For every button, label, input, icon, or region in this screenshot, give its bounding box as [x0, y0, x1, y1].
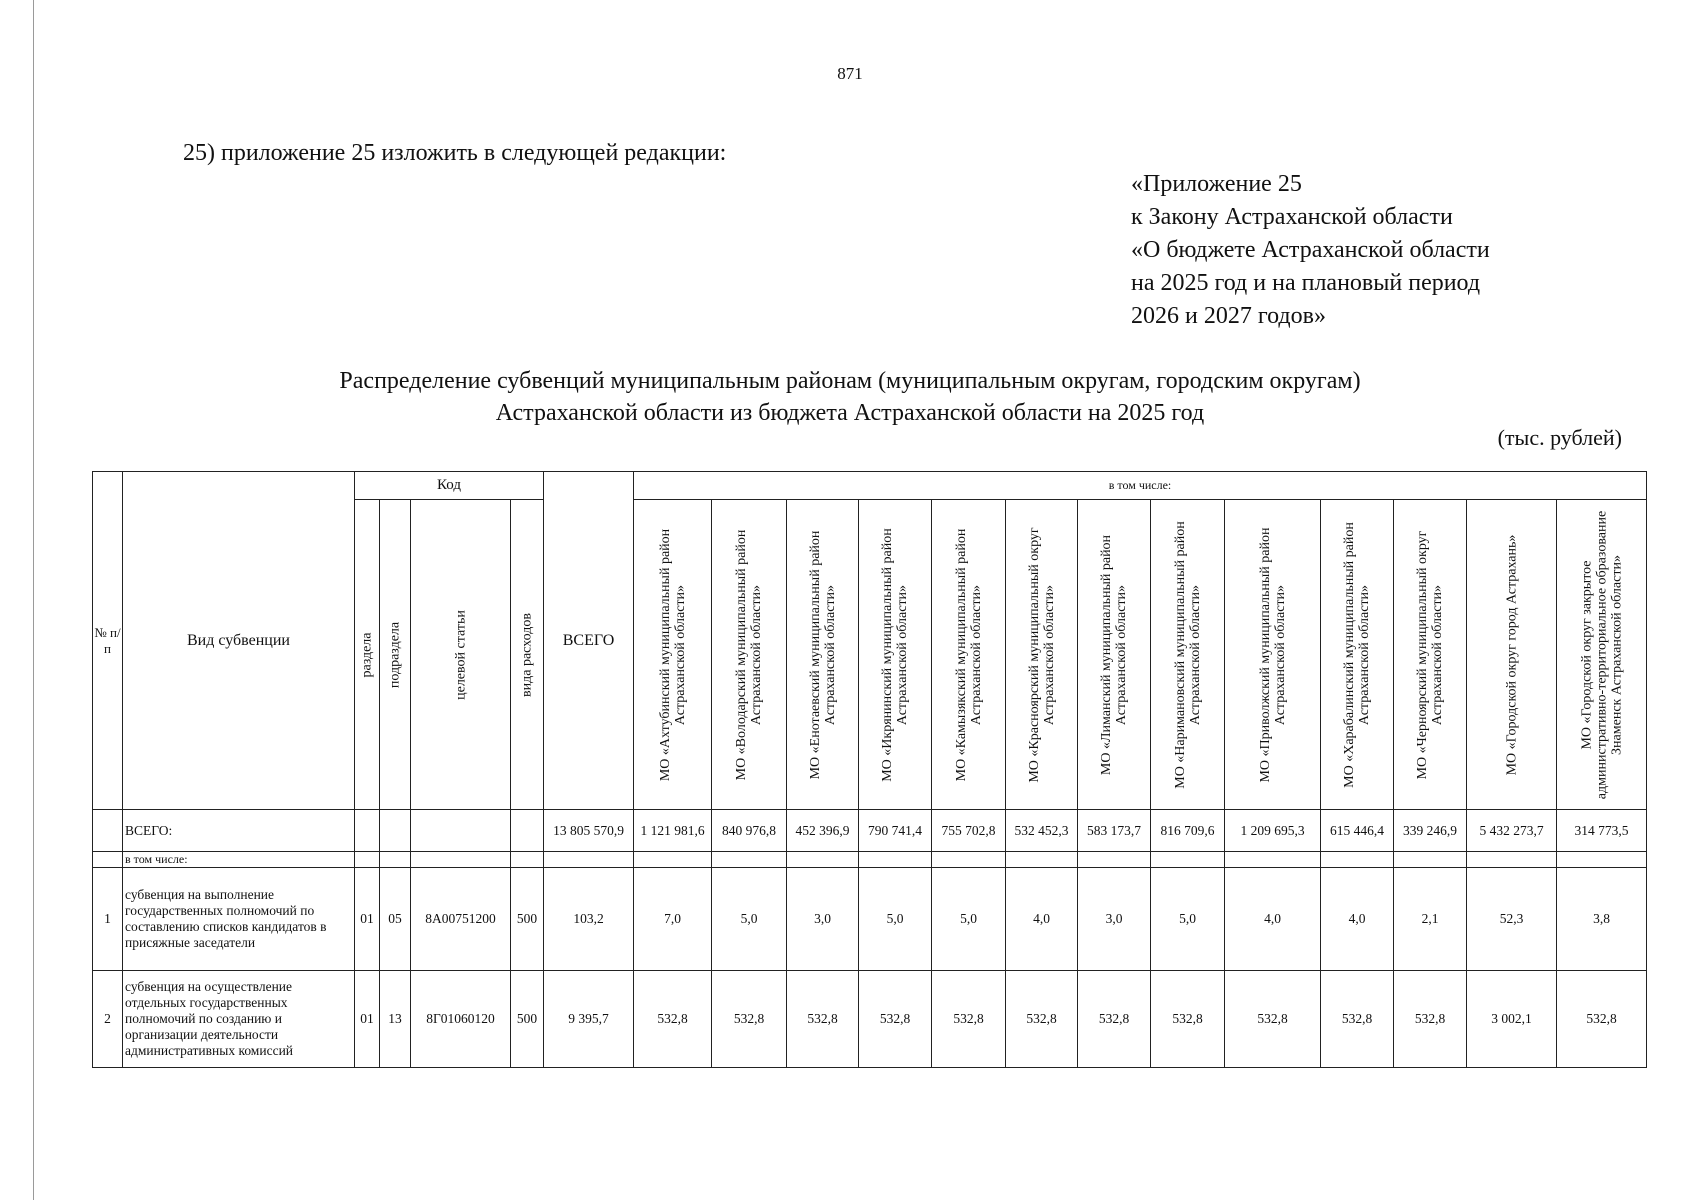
page-number: 871	[837, 64, 863, 83]
row-target: 8Г01060120	[411, 971, 511, 1068]
table-row	[93, 868, 1647, 971]
row-section: 01	[355, 868, 380, 971]
document-title	[150, 365, 1550, 429]
row-value: 5,0	[1151, 868, 1225, 971]
intro-text: 25) приложение 25 изложить в следующей редакции:	[183, 140, 727, 166]
table-cell	[93, 852, 123, 868]
total-municipality-value: 816 709,6	[1151, 810, 1225, 852]
header-num: № п/п	[93, 472, 123, 810]
total-municipality-value: 5 432 273,7	[1467, 810, 1557, 852]
row-value: 532,8	[712, 971, 787, 1068]
row-subsection: 05	[380, 868, 411, 971]
row-value: 2,1	[1394, 868, 1467, 971]
title-line: Астраханской области из бюджета Астраханской области на 2025 год	[495, 400, 1205, 426]
total-municipality-value: 840 976,8	[712, 810, 787, 852]
header-municipality: МО «Приволжский муниципальный район Астраханской области»	[1225, 500, 1321, 810]
header-municipality: МО «Городской округ закрытое административно-территориальное образование Знаменск Астраханской области»	[1557, 500, 1647, 810]
row-value: 5,0	[859, 868, 932, 971]
header-total: ВСЕГО	[544, 472, 634, 810]
row-value: 532,8	[634, 971, 712, 1068]
row-value: 4,0	[1006, 868, 1078, 971]
row-value: 7,0	[634, 868, 712, 971]
header-municipality: МО «Наримановский муниципальный район Астраханской области»	[1151, 500, 1225, 810]
row-kind: субвенция на выполнение государственных полномочий по составлению списков кандидатов в присяжные заседатели	[123, 868, 355, 971]
header-code: Код	[355, 472, 544, 500]
header-municipality: МО «Енотаевский муниципальный район Астраханской области»	[787, 500, 859, 810]
row-expense: 500	[511, 868, 544, 971]
row-value: 3 002,1	[1467, 971, 1557, 1068]
header-municipality: МО «Икрянинский муниципальный район Астраханской области»	[859, 500, 932, 810]
row-value: 5,0	[712, 868, 787, 971]
row-value: 532,8	[1151, 971, 1225, 1068]
total-label: ВСЕГО:	[123, 810, 355, 852]
total-municipality-value: 755 702,8	[932, 810, 1006, 852]
incl-label: в том числе:	[123, 852, 355, 868]
header-municipality: МО «Лиманский муниципальный район Астраханской области»	[1078, 500, 1151, 810]
row-total: 9 395,7	[544, 971, 634, 1068]
table-cell	[411, 810, 511, 852]
row-value: 532,8	[1078, 971, 1151, 1068]
header-incl: в том числе:	[634, 472, 1647, 500]
subvention-table	[92, 471, 1647, 1068]
page-margin-line	[33, 0, 34, 1200]
appendix-block	[1131, 168, 1490, 333]
total-municipality-value: 452 396,9	[787, 810, 859, 852]
row-value: 532,8	[859, 971, 932, 1068]
header-municipality: МО «Ахтубинский муниципальный район Астраханской области»	[634, 500, 712, 810]
total-municipality-value: 1 121 981,6	[634, 810, 712, 852]
row-expense: 500	[511, 971, 544, 1068]
table-row	[93, 971, 1647, 1068]
row-value: 532,8	[1225, 971, 1321, 1068]
table-cell	[380, 810, 411, 852]
row-subsection: 13	[380, 971, 411, 1068]
row-value: 5,0	[932, 868, 1006, 971]
appendix-line: «О бюджете Астраханской области	[1131, 237, 1490, 263]
total-value: 13 805 570,9	[544, 810, 634, 852]
header-code-subsection: подраздела	[380, 500, 411, 810]
row-value: 4,0	[1225, 868, 1321, 971]
row-kind: субвенция на осуществление отдельных государственных полномочий по созданию и организации деятельности административных комиссий	[123, 971, 355, 1068]
row-value: 532,8	[1394, 971, 1467, 1068]
appendix-line: к Закону Астраханской области	[1131, 204, 1453, 230]
unit-label: (тыс. рублей)	[1497, 425, 1622, 450]
header-municipality: МО «Городской округ город Астрахань»	[1467, 500, 1557, 810]
appendix-line: 2026 и 2027 годов»	[1131, 303, 1326, 329]
row-num: 1	[93, 868, 123, 971]
row-target: 8А00751200	[411, 868, 511, 971]
header-code-expense: вида расходов	[511, 500, 544, 810]
header-municipality: МО «Черноярский муниципальный округ Астраханской области»	[1394, 500, 1467, 810]
appendix-line: на 2025 год и на плановый период	[1131, 270, 1481, 296]
table-cell	[511, 810, 544, 852]
header-municipality: МО «Красноярский муниципальный округ Астраханской области»	[1006, 500, 1078, 810]
appendix-line: «Приложение 25	[1131, 171, 1302, 197]
header-kind: Вид субвенции	[123, 472, 355, 810]
header-municipality: МО «Харабалинский муниципальный район Астраханской области»	[1321, 500, 1394, 810]
row-value: 3,0	[1078, 868, 1151, 971]
row-value: 532,8	[1321, 971, 1394, 1068]
row-value: 3,8	[1557, 868, 1647, 971]
total-municipality-value: 1 209 695,3	[1225, 810, 1321, 852]
total-municipality-value: 615 446,4	[1321, 810, 1394, 852]
total-municipality-value: 790 741,4	[859, 810, 932, 852]
table-row-total	[93, 810, 1647, 852]
total-municipality-value: 583 173,7	[1078, 810, 1151, 852]
header-code-section: раздела	[355, 500, 380, 810]
total-municipality-value: 339 246,9	[1394, 810, 1467, 852]
header-municipality: МО «Камызякский муниципальный район Астраханской области»	[932, 500, 1006, 810]
table-cell	[93, 810, 123, 852]
header-municipality: МО «Володарский муниципальный район Астраханской области»	[712, 500, 787, 810]
total-municipality-value: 314 773,5	[1557, 810, 1647, 852]
row-value: 3,0	[787, 868, 859, 971]
row-total: 103,2	[544, 868, 634, 971]
row-num: 2	[93, 971, 123, 1068]
table-cell	[355, 810, 380, 852]
row-value: 532,8	[932, 971, 1006, 1068]
row-value: 4,0	[1321, 868, 1394, 971]
total-municipality-value: 532 452,3	[1006, 810, 1078, 852]
row-value: 532,8	[787, 971, 859, 1068]
row-value: 532,8	[1557, 971, 1647, 1068]
title-line: Распределение субвенций муниципальным районам (муниципальным округам, городским округам)	[339, 368, 1361, 394]
row-value: 52,3	[1467, 868, 1557, 971]
table-row-incl	[93, 852, 1647, 868]
row-section: 01	[355, 971, 380, 1068]
header-code-target: целевой статьи	[411, 500, 511, 810]
row-value: 532,8	[1006, 971, 1078, 1068]
